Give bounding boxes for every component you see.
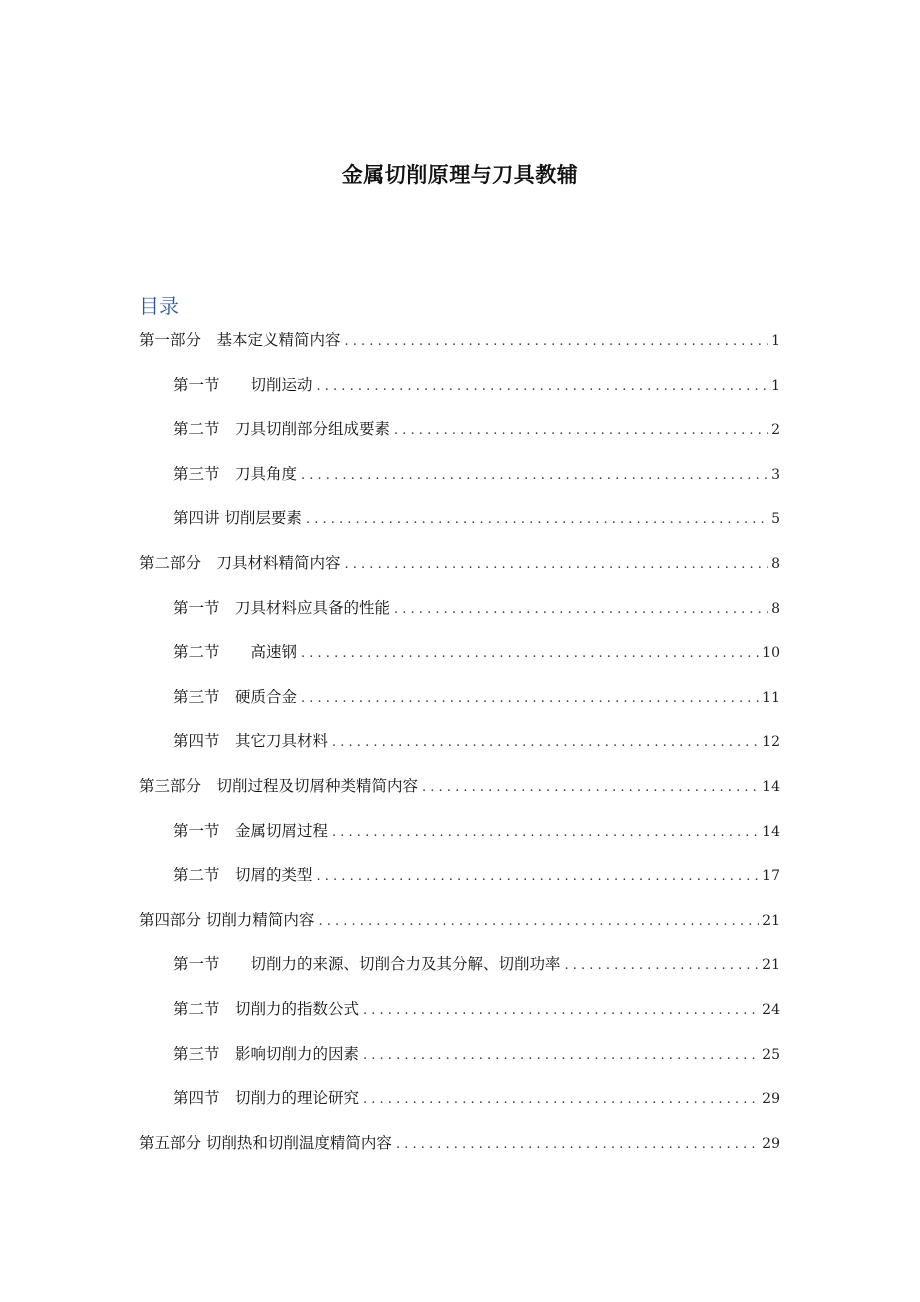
toc-dot-leader xyxy=(363,995,759,1027)
toc-page-number[interactable]: 1 xyxy=(771,333,780,349)
toc-page-number[interactable]: 14 xyxy=(762,779,780,795)
toc-entry-section[interactable] xyxy=(173,993,780,1025)
toc-entry-section[interactable] xyxy=(173,1038,780,1070)
toc-page-number[interactable]: 5 xyxy=(771,511,780,528)
toc-entry-title[interactable]: 第二节 高速钢 xyxy=(173,643,298,662)
toc-page-number[interactable]: 29 xyxy=(762,1091,780,1108)
toc-entry-section[interactable] xyxy=(173,502,780,534)
toc-entry-title[interactable]: 第二部分 刀具材料精简内容 xyxy=(139,554,341,572)
toc-entry-title[interactable]: 第四节 切削力的理论研究 xyxy=(173,1089,360,1108)
toc-dot-leader xyxy=(363,1040,759,1072)
toc-entry-title[interactable]: 第二节 刀具切削部分组成要素 xyxy=(173,420,391,439)
toc-dot-leader xyxy=(565,950,760,982)
toc-page-number[interactable]: 3 xyxy=(771,466,780,483)
toc-page-number[interactable]: 21 xyxy=(762,957,780,974)
toc-page-number[interactable]: 21 xyxy=(762,912,780,929)
toc-entry-title[interactable]: 第一节 金属切屑过程 xyxy=(173,821,329,840)
toc-page-number[interactable]: 14 xyxy=(762,823,780,840)
toc-page-number[interactable]: 11 xyxy=(762,689,780,706)
toc-entry-part[interactable] xyxy=(139,324,780,356)
toc-dot-leader xyxy=(301,638,759,670)
toc-page-number[interactable]: 24 xyxy=(762,1002,780,1018)
toc-page-number[interactable]: 25 xyxy=(762,1046,780,1063)
toc-dot-leader xyxy=(317,861,760,893)
toc-entry-section[interactable] xyxy=(173,458,780,490)
toc-dot-leader xyxy=(394,415,768,447)
toc-entry-section[interactable] xyxy=(173,1082,780,1114)
toc-entry-section[interactable] xyxy=(173,859,780,891)
toc-dot-leader xyxy=(332,817,759,849)
toc-entry-title[interactable]: 第二节 切屑的类型 xyxy=(173,866,313,885)
toc-page-number[interactable]: 12 xyxy=(762,734,780,751)
toc-entry-section[interactable] xyxy=(173,636,780,668)
toc-heading: 目录 xyxy=(139,294,179,318)
toc-page-number[interactable]: 8 xyxy=(771,600,780,617)
toc-entry-title[interactable]: 第三部分 切削过程及切屑种类精简内容 xyxy=(139,777,419,795)
toc-entry-section[interactable] xyxy=(173,725,780,757)
toc-entry-title[interactable]: 第一部分 基本定义精简内容 xyxy=(139,331,341,349)
toc-page-number[interactable]: 8 xyxy=(771,556,780,572)
toc-entry-title[interactable]: 第二节 切削力的指数公式 xyxy=(173,1000,360,1018)
toc-entry-section[interactable] xyxy=(173,948,780,980)
toc-page-number[interactable]: 1 xyxy=(771,377,780,394)
toc-page-number[interactable]: 17 xyxy=(762,868,780,885)
toc-page-number[interactable]: 10 xyxy=(762,645,780,662)
toc-dot-leader xyxy=(301,460,768,492)
toc-entry-part[interactable] xyxy=(139,547,780,579)
toc-dot-leader xyxy=(345,549,769,581)
toc-dot-leader xyxy=(422,772,759,804)
toc-entry-section[interactable] xyxy=(173,815,780,847)
toc-entry-section[interactable] xyxy=(173,681,780,713)
toc-dot-leader xyxy=(306,504,768,536)
toc-dot-leader xyxy=(345,326,769,358)
toc-entry-title[interactable]: 第三节 影响切削力的因素 xyxy=(173,1044,360,1063)
toc-entry-title[interactable]: 第一节 刀具材料应具备的性能 xyxy=(173,598,391,617)
toc-page-number[interactable]: 2 xyxy=(771,422,780,439)
toc-dot-leader xyxy=(317,371,769,403)
toc-entry-part[interactable] xyxy=(139,770,780,802)
toc-entry-title[interactable]: 第四部分 切削力精简内容 xyxy=(139,910,315,929)
toc-entry-title[interactable]: 第三节 硬质合金 xyxy=(173,687,298,706)
toc-entry-part[interactable] xyxy=(139,904,780,936)
document-title: 金属切削原理与刀具教辅 xyxy=(341,163,579,187)
toc-dot-leader xyxy=(318,906,759,938)
toc-dot-leader xyxy=(363,1084,759,1116)
toc-dot-leader xyxy=(332,727,759,759)
toc-page-number[interactable]: 29 xyxy=(762,1135,780,1152)
toc-entry-title[interactable]: 第五部分 切削热和切削温度精简内容 xyxy=(139,1133,392,1152)
toc-entry-part[interactable] xyxy=(139,1127,780,1159)
toc-entry-title[interactable]: 第一节 切削运动 xyxy=(173,375,313,394)
toc-entry-title[interactable]: 第三节 刀具角度 xyxy=(173,464,298,483)
toc-entry-title[interactable]: 第四节 其它刀具材料 xyxy=(173,732,329,751)
toc-entry-section[interactable] xyxy=(173,369,780,401)
toc-dot-leader xyxy=(301,683,759,715)
toc-entry-title[interactable]: 第四讲 切削层要素 xyxy=(173,509,302,528)
toc-entry-section[interactable] xyxy=(173,413,780,445)
toc-dot-leader xyxy=(396,1129,759,1161)
toc-entry-section[interactable] xyxy=(173,592,780,624)
toc-entry-title[interactable]: 第一节 切削力的来源、切削合力及其分解、切削功率 xyxy=(173,955,561,974)
toc-dot-leader xyxy=(394,594,768,626)
